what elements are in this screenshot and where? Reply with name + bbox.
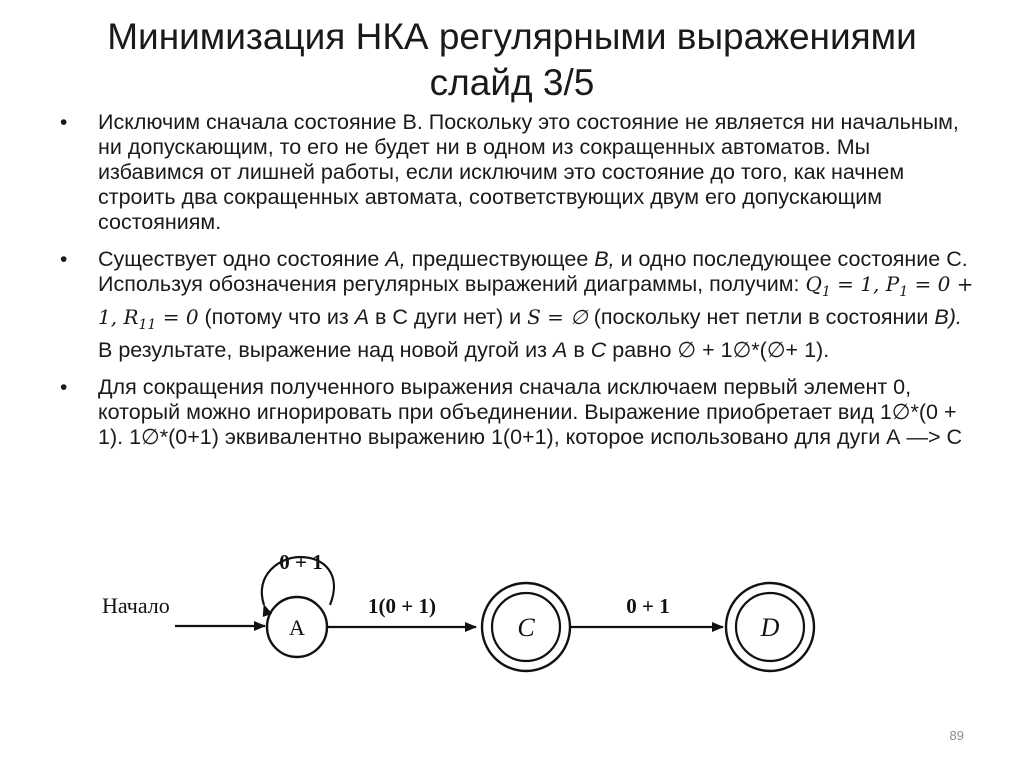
bullet-2-part: равно ∅ + 1∅*(∅+ 1). [606, 338, 830, 362]
state-b-ref: В). [934, 305, 962, 329]
bullet-item-2 [60, 247, 980, 363]
bullet-list [60, 110, 980, 462]
page-number: 89 [949, 728, 964, 743]
bullet-2-part: Существует одно состояние [98, 247, 386, 271]
slide-title-line-1: Минимизация НКА регулярными выражениями [107, 16, 917, 57]
p-symbol: P [885, 272, 900, 296]
state-a-ref: А [553, 338, 568, 362]
automaton-diagram [80, 535, 840, 695]
node-d-label: D [760, 613, 780, 642]
state-a-ref: А, [385, 247, 406, 271]
r-subscript: 11 [138, 317, 157, 333]
node-c-label: C [517, 613, 535, 642]
state-a-ref: А [354, 305, 370, 329]
node-a-label: A [289, 615, 305, 640]
bullet-marker: • [60, 248, 68, 271]
edge-label-c-d: 0 + 1 [626, 594, 670, 618]
bullet-text-1: Исключим сначала состояние В. Поскольку это состояние не является ни начальным, ни допускающим, то его не будет ни в одном из сокращенных автоматов. Мы избавимся от лишней работы, если исключим это состояние до того, как начнем строить два сокращенных автомата, соответствующих двум его допускающим состояниям. [98, 110, 959, 234]
q-symbol: Q [805, 272, 822, 296]
bullet-item-3 [60, 375, 980, 450]
bullet-2-part: и одно последующее состояние С. Используя обозначения регулярных выражений диаграммы, получим: [98, 247, 968, 296]
s-value: = ∅ [540, 305, 588, 329]
bullet-text-3: Для сокращения полученного выражения сначала исключаем первый элемент 0, который можно игнорировать при объединении. Выражение приобретает вид 1∅*(0 + 1). 1∅*(0+1) эквивалентно выражению 1(0+1), которое использовано для дуги А —> С [98, 375, 963, 449]
bullet-marker: • [60, 111, 68, 134]
start-label: Начало [102, 593, 170, 618]
edge-label-a-a: 0 + 1 [279, 550, 323, 574]
bullet-2-part: (поскольку нет петли в состоянии [587, 305, 935, 329]
p-subscript: 1 [899, 284, 909, 300]
r-symbol: R [123, 305, 139, 329]
bullet-marker: • [60, 376, 68, 399]
bullet-2-part: в [567, 338, 591, 362]
bullet-2-part: (потому что из [198, 305, 355, 329]
slide-title-line-2: слайд 3/5 [429, 62, 595, 103]
state-c-ref: С [590, 338, 607, 362]
p-value: = 0 + 1, [98, 272, 974, 329]
bullet-item-1 [60, 110, 980, 235]
edge-label-a-c: 1(0 + 1) [368, 594, 436, 618]
state-b-ref: В, [594, 247, 615, 271]
q-subscript: 1 [821, 284, 831, 300]
slide-title [0, 14, 1024, 106]
bullet-2-part: В результате, выражение над новой дугой из [98, 338, 554, 362]
bullet-2-part: в С дуги нет) и [369, 305, 528, 329]
r-value: = 0 [156, 305, 199, 329]
bullet-2-part: предшествующее [405, 247, 595, 271]
formula-s [527, 305, 588, 329]
s-symbol: S [527, 305, 541, 329]
q-value: = 1, [830, 272, 886, 296]
